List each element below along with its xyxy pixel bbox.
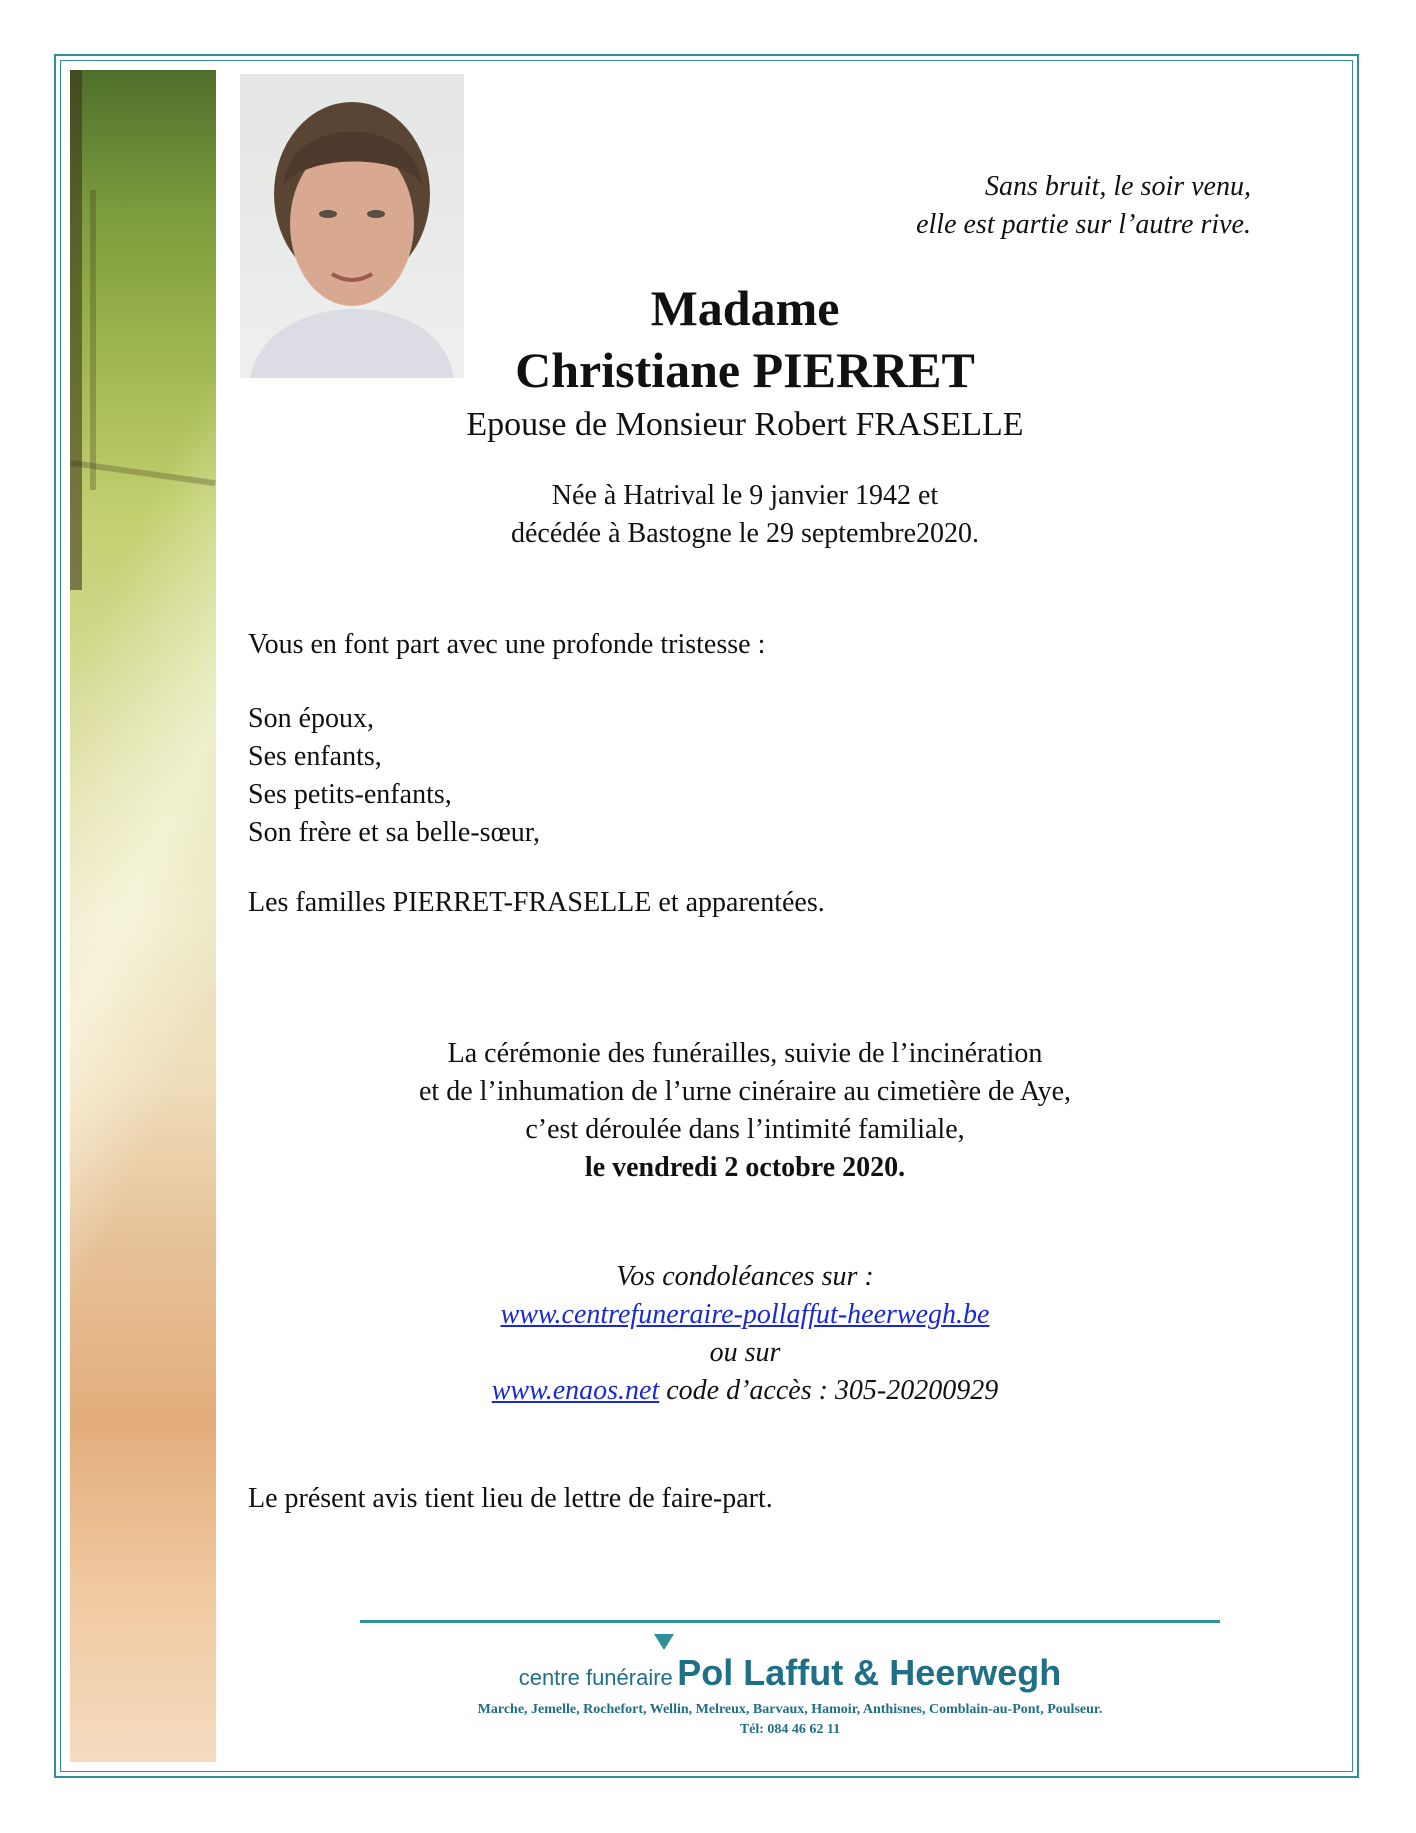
family-list: [248, 700, 540, 852]
family-member: Son époux,: [248, 703, 374, 734]
ceremony-line: et de l’inhumation de l’urne cinéraire au cimetière de Aye,: [418, 1076, 1072, 1107]
brand-prefix: centre funéraire: [518, 1665, 673, 1690]
ceremony-line: c’est déroulée dans l’intimité familiale,: [525, 1114, 965, 1145]
deceased-name: Christiane PIERRET: [515, 342, 975, 398]
families-line: Les familles PIERRET-FRASELLE et apparentées.: [248, 887, 825, 918]
funeral-home-logo: [360, 1652, 1220, 1694]
ceremony-block: [240, 1035, 1250, 1187]
condolences-or: ou sur: [709, 1337, 781, 1368]
epitaph-quote: [916, 168, 1251, 244]
birth-death-dates: [240, 477, 1250, 553]
condolences-block: [240, 1258, 1250, 1410]
quote-line: elle est partie sur l’autre rive.: [916, 209, 1251, 240]
ceremony-date: le vendredi 2 octobre 2020.: [584, 1152, 906, 1183]
condolences-link-enaos[interactable]: www.enaos.net: [491, 1375, 660, 1406]
condolences-intro: Vos condoléances sur :: [616, 1261, 874, 1292]
condolences-link-primary[interactable]: www.centrefuneraire-pollaffut-heerwegh.be: [500, 1299, 990, 1330]
family-member: Ses petits-enfants,: [248, 779, 452, 810]
triangle-marker-icon: [654, 1634, 674, 1650]
spouse-line: Epouse de Monsieur Robert FRASELLE: [466, 406, 1024, 443]
access-code: code d’accès : 305-20200929: [659, 1375, 999, 1406]
phone-number: Tél: 084 46 62 11: [739, 1722, 841, 1737]
death-line: décédée à Bastogne le 29 septembre2020.: [510, 518, 980, 549]
family-member: Son frère et sa belle-sœur,: [248, 817, 540, 848]
quote-line: Sans bruit, le soir venu,: [985, 171, 1251, 202]
footer-divider: [360, 1620, 1220, 1623]
announcement-text: Vous en font part avec une profonde tristesse :: [248, 629, 766, 660]
birth-line: Née à Hatrival le 9 janvier 1942 et: [551, 480, 939, 511]
branch-towns: Marche, Jemelle, Rochefort, Wellin, Melreux, Barvaux, Hamoir, Anthisnes, Comblain-au-Pont, Poulseur.: [477, 1702, 1103, 1717]
forest-decoration: [70, 70, 216, 1762]
family-member: Ses enfants,: [248, 741, 382, 772]
ceremony-line: La cérémonie des funérailles, suivie de l’incinération: [447, 1038, 1043, 1069]
notice-text: Le présent avis tient lieu de lettre de faire-part.: [248, 1483, 773, 1514]
honorific-title: Madame: [650, 280, 840, 336]
brand-name: Pol Laffut & Heerwegh: [677, 1652, 1062, 1693]
